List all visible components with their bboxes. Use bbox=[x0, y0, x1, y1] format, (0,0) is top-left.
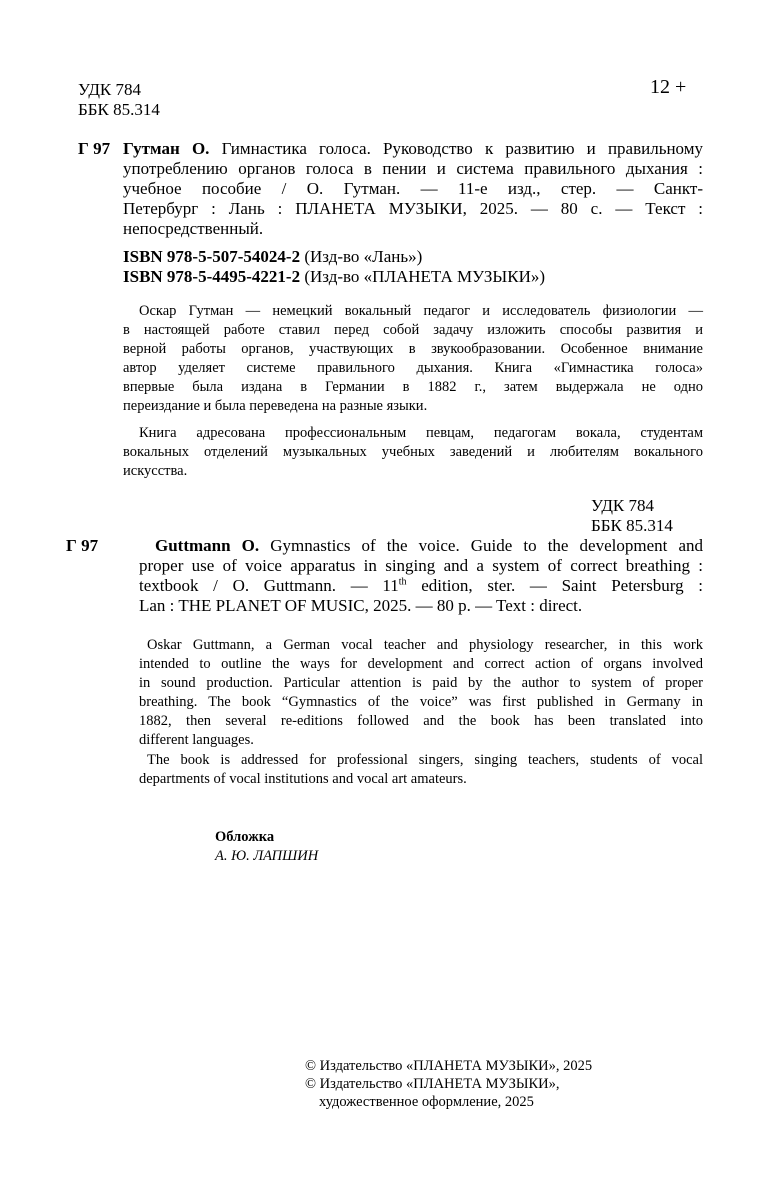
isbn-planet: ISBN 978-5-4495-4221-2 (Изд-во «ПЛАНЕТА МУЗЫКИ») bbox=[123, 267, 546, 286]
udk-code: УДК 784 bbox=[78, 80, 142, 99]
ru-record-line-2: употреблению органов голоса в пении и система правильного дыхания : bbox=[123, 159, 703, 178]
ru-audience: Книга адресована профессиональным певцам, педагогам вокала, студентам вокальных отделений музыкальных учебных заведений и любителям вокального искусства. bbox=[123, 425, 703, 479]
en-author: Guttmann O. bbox=[155, 536, 260, 555]
isbn-lan: ISBN 978-5-507-54024-2 (Изд-во «Лань») bbox=[123, 247, 423, 266]
copyright-line-3: художественное оформление, 2025 bbox=[319, 1094, 534, 1110]
en-record-line-4: Lan : THE PLANET OF MUSIC, 2025. — 80 p. — Text : direct. bbox=[139, 596, 583, 615]
en-udk-code: УДК 784 bbox=[591, 496, 655, 515]
ru-record-line-5: непосредственный. bbox=[123, 219, 264, 238]
ru-record-line-4: Петербург : Лань : ПЛАНЕТА МУЗЫКИ, 2025. — 80 с. — Текст : bbox=[123, 199, 703, 218]
ru-author-mark: Г 97 bbox=[78, 139, 111, 158]
ru-record-line-1: Гутман О. Гимнастика голоса. Руководство к развитию и правильному bbox=[123, 139, 703, 158]
ru-bibliographic-record bbox=[123, 139, 703, 239]
isbn-block bbox=[123, 247, 545, 287]
copyright-block bbox=[305, 1057, 592, 1111]
en-abstract: Oskar Guttmann, a German vocal teacher and physiology researcher, in this work intended to outline the ways for development and correct action of organs involved in sound production. Particular attention is paid by the author to system of proper breathing. The book “Gymnastics of the voice” was first published in Germany in 1882, then several re-editions followed and the book has been translated into different languages. bbox=[139, 637, 703, 748]
copyright-line-2: © Издательство «ПЛАНЕТА МУЗЫКИ», bbox=[305, 1076, 560, 1092]
en-bbk-code: ББК 85.314 bbox=[591, 516, 673, 535]
en-audience: The book is addressed for professional singers, singing teachers, students of vocal departments of vocal institutions and vocal art amateurs. bbox=[139, 752, 703, 787]
cover-label: Обложка bbox=[215, 829, 275, 845]
copyright-line-1: © Издательство «ПЛАНЕТА МУЗЫКИ», 2025 bbox=[305, 1058, 593, 1074]
en-record-line-2: proper use of voice apparatus in singing and a system of correct breathing : bbox=[139, 556, 703, 575]
cover-artist: А. Ю. ЛАПШИН bbox=[215, 848, 319, 864]
bbk-code: ББК 85.314 bbox=[78, 100, 160, 119]
en-bibliographic-record bbox=[139, 536, 703, 616]
age-rating: 12 + bbox=[650, 76, 687, 98]
ru-abstract: Оскар Гутман — немецкий вокальный педагог и исследователь физиологии — в настоящей работе ставил перед собой задачу изложить способы развития и верной работы органов, участвующих в звукообразовании. Особенное внимание автор уделяет системе правильного дыхания. Книга «Гимнастика голоса» впервые была издана в Германии в 1882 г., затем выдержала не одно переиздание и была переведена на разные языки. bbox=[123, 303, 703, 414]
en-author-mark: Г 97 bbox=[66, 536, 99, 555]
ru-record-line-3: учебное пособие / О. Гутман. — 11-е изд., стер. — Санкт- bbox=[123, 179, 703, 198]
en-record-line-1: Guttmann O. Gymnastics of the voice. Guide to the development and bbox=[155, 536, 703, 555]
ru-author: Гутман О. bbox=[123, 139, 210, 158]
en-record-line-3: textbook / O. Guttmann. — 11th edition, ster. — Saint Petersburg : bbox=[139, 576, 703, 595]
